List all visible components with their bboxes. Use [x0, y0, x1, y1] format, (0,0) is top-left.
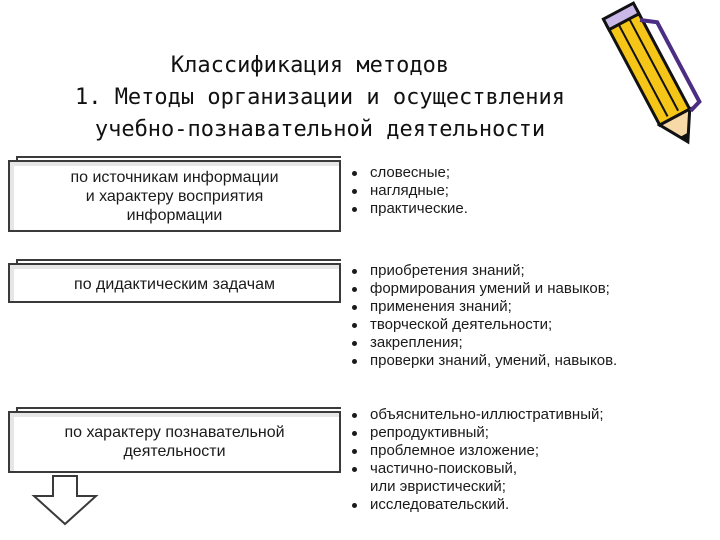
list-item: проблемное изложение; [348, 442, 604, 460]
list-item: закрепления; [348, 334, 617, 352]
list-item: репродуктивный; [348, 424, 604, 442]
title-line-2: 1. Методы организации и осуществления [74, 85, 566, 110]
bullet-icon [352, 413, 357, 418]
bullet-icon [352, 467, 357, 472]
bullet-icon [352, 359, 357, 364]
bullet-icon [352, 323, 357, 328]
list-item: наглядные; [348, 182, 468, 200]
list-item-continuation: или эвристический; [370, 478, 506, 495]
list-item: объяснительно-иллюстративный; [348, 406, 604, 424]
down-arrow-icon [30, 474, 100, 526]
list-item: словесные; [348, 164, 468, 182]
bullet-icon [352, 341, 357, 346]
list-item: творческой деятельности; [348, 316, 617, 334]
category-label-line: деятельности [123, 443, 226, 460]
category-label-line: по источникам информации [70, 169, 279, 186]
category-label-line: по характеру познавательной [64, 424, 285, 441]
method-list-sources [348, 164, 468, 218]
list-item: применения знаний; [348, 298, 617, 316]
bullet-icon [352, 189, 357, 194]
bullet-icon [352, 269, 357, 274]
category-box-cognitive [8, 411, 341, 473]
list-item: формирования умений и навыков; [348, 280, 617, 298]
method-list-didactic [348, 262, 617, 370]
bullet-icon [352, 449, 357, 454]
category-box-sources [8, 160, 341, 232]
list-item: приобретения знаний; [348, 262, 617, 280]
bullet-icon [352, 207, 357, 212]
bullet-icon [352, 171, 357, 176]
title-line-1: Классификация методов [170, 53, 450, 78]
category-label-line: информации [126, 207, 223, 224]
title-line-3: учебно-познавательной деятельности [94, 117, 546, 142]
category-label-line: по дидактическим задачам [74, 276, 275, 293]
category-label-line: и характеру восприятия [85, 188, 264, 205]
bullet-icon [352, 431, 357, 436]
bullet-icon [352, 287, 357, 292]
method-list-cognitive [348, 406, 604, 514]
bullet-icon [352, 503, 357, 508]
list-item: частично-поисковый, [348, 460, 604, 478]
list-item: практические. [348, 200, 468, 218]
bullet-icon [352, 305, 357, 310]
list-item: исследовательский. [348, 496, 604, 514]
list-item: проверки знаний, умений, навыков. [348, 352, 617, 370]
category-box-didactic [8, 263, 341, 303]
pencil-icon [600, 0, 710, 160]
